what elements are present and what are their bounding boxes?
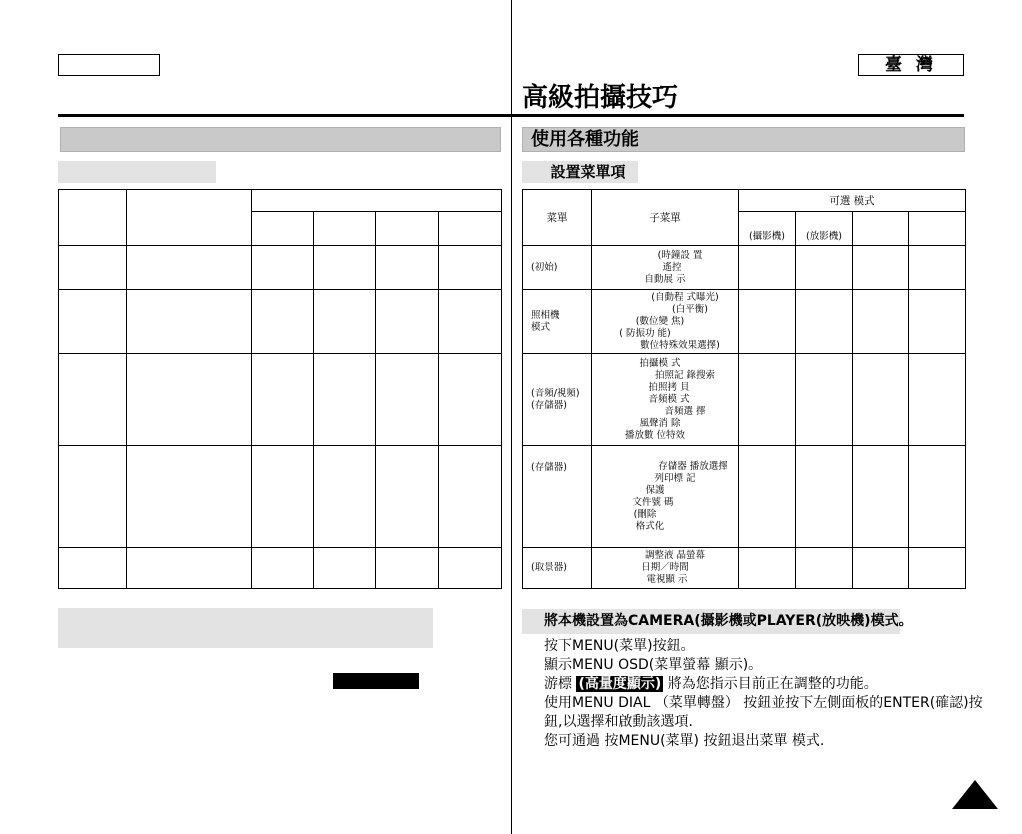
step-2: 顯示MENU OSD(菜單螢幕 顯示)。 [544,657,763,673]
mode-instruction: 將本機設置為CAMERA(攝影機或PLAYER(放映機)模式。 [522,609,900,634]
black-label-bar [333,673,419,689]
table-row [59,354,502,446]
submenu-item: (時鐘設 置 [657,249,703,261]
table-row [523,446,966,548]
submenu-item: 拍照拷 貝 [648,381,690,393]
note-box-left [58,608,433,648]
submenu-item: 自動展 示 [644,273,686,285]
submenu-cell [592,548,739,589]
menu-cell: 照相機 模式 [523,290,592,354]
table-row [59,290,502,354]
menu-items-table [522,189,966,589]
step-4-cont: 鈕,以選擇和啟動該選項. [544,714,693,730]
table-cell [59,190,127,246]
submenu-item: 保護 [645,484,665,496]
header-player-mode: (放影機) [796,212,853,246]
submenu-cell [592,290,739,354]
header-mode-3 [853,212,909,246]
submenu-item: 日期／時間 [641,562,689,573]
step-3-text: 將為您指示目前正在調整的功能。 [667,676,878,692]
subsection-tab-left [58,161,216,183]
header-mode-4 [909,212,966,246]
table-cell [439,212,502,246]
submenu-item: 調整液 晶螢幕 [644,550,706,561]
submenu-cell [592,246,739,290]
menu-cell: (存儲器) [523,446,592,548]
language-tab-left [58,54,160,76]
instruction-steps [544,637,983,751]
language-tab-taiwan: 臺 灣 [858,54,964,76]
submenu-item: ( 防振功 能) [619,327,671,339]
step-3-prefix: 游標 [544,676,572,692]
submenu-item: 存儲器 播放選擇 [658,460,728,472]
cursor-highlight-label: (高量度顯示) [578,676,662,692]
menu-cell: (初始) [523,246,592,290]
table-row [59,446,502,548]
page-title: 高級拍攝技巧 [522,83,679,113]
section-title: 使用各種功能 [522,127,965,152]
submenu-item: 電視顯 示 [646,574,688,585]
table-cell [252,190,502,212]
submenu-item: (白平衡) [672,303,708,315]
submenu-item: 列印標 記 [654,472,696,484]
table-row [523,548,966,589]
table-cell [252,212,314,246]
step-3 [544,675,954,694]
table-row [59,246,502,290]
submenu-item: 文件號 碼 [632,496,674,508]
table-row [523,290,966,354]
center-divider [511,0,512,834]
header-submenu: 子菜單 [592,190,739,246]
submenu-item: (自動程 式曝光) [651,291,719,303]
menu-cell: (音頻/視頻) (存儲器) [523,354,592,446]
submenu-item: 格式化 [635,520,665,532]
submenu-cell [592,446,739,548]
header-camera-mode: (攝影機) [739,212,796,246]
submenu-item: 拍攝模 式 [639,357,681,369]
submenu-item: 音頻模 式 [648,393,690,405]
step-4: 使用MENU DIAL （菜單轉盤） 按鈕並按下左側面板的ENTER(確認)按 [544,695,983,711]
title-rule [58,114,964,117]
table-cell [314,212,376,246]
section-bar-left [60,127,501,152]
submenu-item: 遙控 [662,261,682,273]
submenu-cell [592,354,739,446]
submenu-item: (刪除 [633,508,657,520]
table-row [523,354,966,446]
page-triangle-icon [952,780,998,809]
step-1: 按下MENU(菜單)按鈕。 [544,638,695,654]
menu-cell: (取景器) [523,548,592,589]
header-menu: 菜單 [523,190,592,246]
table-cell [376,212,439,246]
header-available-modes: 可選 模式 [739,190,966,212]
submenu-item: 音頻選 擇 [664,405,706,417]
submenu-item: (數位變 焦) [635,315,685,327]
submenu-item: 拍照記 錄搜索 [654,369,716,381]
subsection-title: 設置菜單項 [522,161,638,183]
table-row [523,246,966,290]
step-5: 您可通過 按MENU(菜單) 按鈕退出菜單 模式. [544,733,825,749]
table-cell [127,190,252,246]
blank-menu-table [58,189,502,589]
submenu-item: 播放數 位特效 [624,429,686,441]
table-row [59,548,502,589]
submenu-item: 風聲消 除 [639,417,681,429]
submenu-item: 數位特殊效果選擇) [640,339,720,351]
